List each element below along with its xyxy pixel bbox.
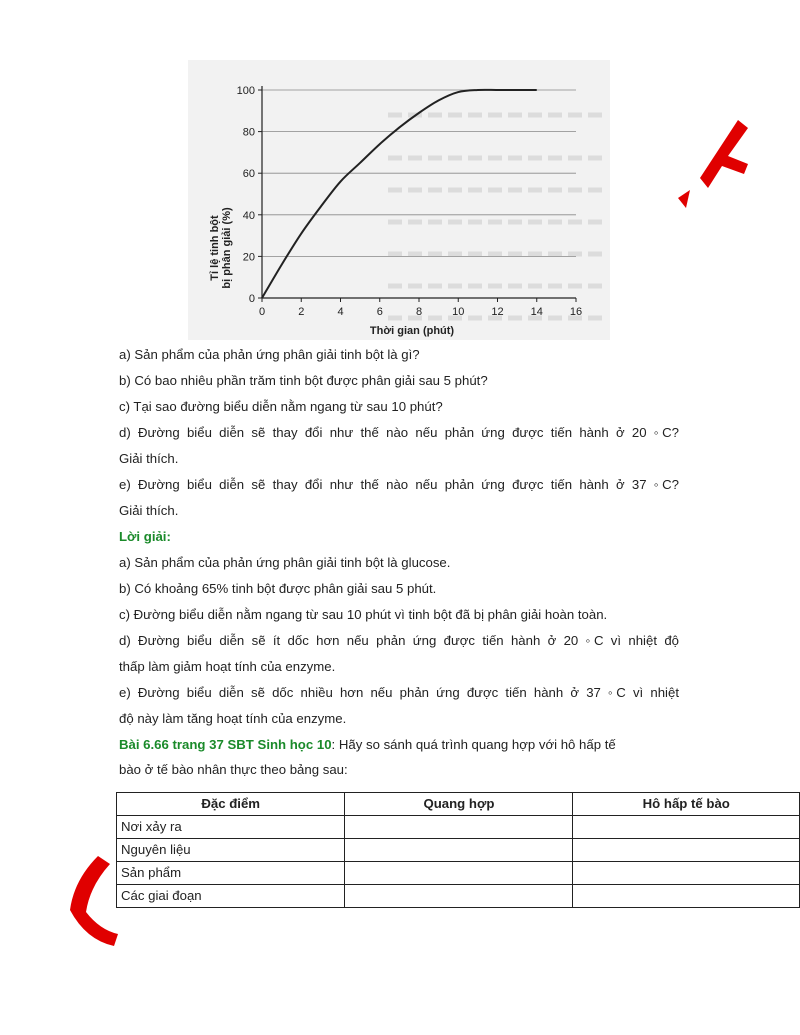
background-faded-text [388, 115, 608, 318]
y-tick-label: 20 [242, 251, 255, 264]
question-a: a) Sản phẩm của phản ứng phân giải tinh bột là gì? [119, 347, 420, 362]
comparison-table [116, 792, 800, 908]
x-tick-label: 12 [491, 306, 504, 318]
y-tick-label: 100 [236, 85, 255, 97]
exercise-line1 [119, 732, 679, 758]
table-cell [573, 839, 800, 862]
y-tick-label: 80 [242, 126, 255, 139]
x-tick-label: 10 [452, 306, 465, 318]
header-characteristic: Đặc điểm [117, 793, 345, 816]
table-row [117, 839, 800, 862]
y-axis-label-line2-text: bị phân giải (%) [221, 207, 233, 289]
row-label: Các giai đoạn [117, 885, 345, 908]
watermark-glyph [678, 190, 690, 208]
y-tick-label: 40 [242, 209, 255, 222]
x-tick-label: 0 [258, 306, 266, 318]
table-cell [573, 816, 800, 839]
x-tick-label: 14 [530, 306, 543, 318]
table-cell [573, 862, 800, 885]
y-axis-label-line1 [209, 215, 221, 281]
exercise-line2: bào ở tế bào nhân thực theo bảng sau: [119, 762, 348, 777]
header-respiration: Hô hấp tế bào [573, 793, 800, 816]
chart-figure [188, 60, 610, 340]
series-line [262, 90, 537, 298]
question-b: b) Có bao nhiêu phần trăm tinh bột được phân giải sau 5 phút? [119, 373, 488, 388]
row-label: Sản phẩm [117, 862, 345, 885]
exercise-title: Bài 6.66 trang 37 SBT Sinh học 10 [119, 737, 332, 752]
x-axis-ticks [259, 298, 582, 318]
answer-d: d) Đường biểu diễn sẽ ít dốc hơn nếu phản ứng được tiến hành ở 20 ◦C vì nhiệt độ [119, 633, 679, 648]
x-axis-label: Thời gian (phút) [369, 325, 455, 337]
answer-d-cont: thấp làm giảm hoạt tính của enzyme. [119, 659, 336, 674]
answer-b: b) Có khoảng 65% tinh bột được phân giải sau 5 phút. [119, 581, 437, 596]
table-header-row [117, 793, 800, 816]
table-cell [345, 885, 573, 908]
table-cell [345, 839, 573, 862]
table-cell [345, 816, 573, 839]
header-photosynthesis: Quang hợp [345, 793, 573, 816]
x-tick-label: 4 [337, 306, 344, 318]
y-axis-label-line1-text: Tỉ lệ tinh bột [209, 215, 221, 281]
watermark-glyph [700, 120, 748, 188]
answer-c: c) Đường biểu diễn nằm ngang từ sau 10 phút vì tinh bột đã bị phân giải hoàn toàn. [119, 607, 608, 622]
table-cell [573, 885, 800, 908]
y-axis-ticks [237, 85, 262, 305]
row-label: Nơi xảy ra [117, 816, 345, 839]
watermark-glyph [70, 856, 118, 946]
answer-a: a) Sản phẩm của phản ứng phân giải tinh bột là glucose. [119, 555, 451, 570]
table-cell [345, 862, 573, 885]
y-tick-label: 60 [242, 168, 255, 181]
question-e: e) Đường biểu diễn sẽ thay đổi như thế nào nếu phản ứng được tiến hành ở 37 ◦C? [119, 477, 679, 492]
x-tick-label: 8 [415, 306, 423, 318]
question-e-cont: Giải thích. [119, 503, 179, 518]
table-row [117, 885, 800, 908]
question-d-cont: Giải thích. [119, 451, 179, 466]
answer-e-cont: độ này làm tăng hoạt tính của enzyme. [119, 711, 347, 726]
x-tick-label: 6 [376, 306, 383, 318]
table-row [117, 862, 800, 885]
x-tick-label: 2 [298, 306, 305, 318]
row-label: Nguyên liệu [117, 839, 345, 862]
watermark-fragment-top [670, 100, 760, 210]
y-tick-label: 0 [248, 293, 255, 305]
watermark-fragment-bottom [60, 850, 130, 950]
y-axis-label-line2 [221, 207, 233, 289]
question-c: c) Tại sao đường biểu diễn nằm ngang từ sau 10 phút? [119, 399, 443, 414]
starch-hydrolysis-chart [188, 60, 610, 340]
solution-heading: Lời giải: [119, 529, 171, 544]
answer-e: e) Đường biểu diễn sẽ dốc nhiều hơn nếu phản ứng được tiến hành ở 37 ◦C vì nhiệt [119, 685, 679, 700]
exercise-text: : Hãy so sánh quá trình quang hợp với hô hấp tế [331, 737, 616, 752]
x-tick-label: 16 [569, 306, 583, 318]
question-d: d) Đường biểu diễn sẽ thay đổi như thế nào nếu phản ứng được tiến hành ở 20 ◦C? [119, 425, 679, 440]
table-row [117, 816, 800, 839]
